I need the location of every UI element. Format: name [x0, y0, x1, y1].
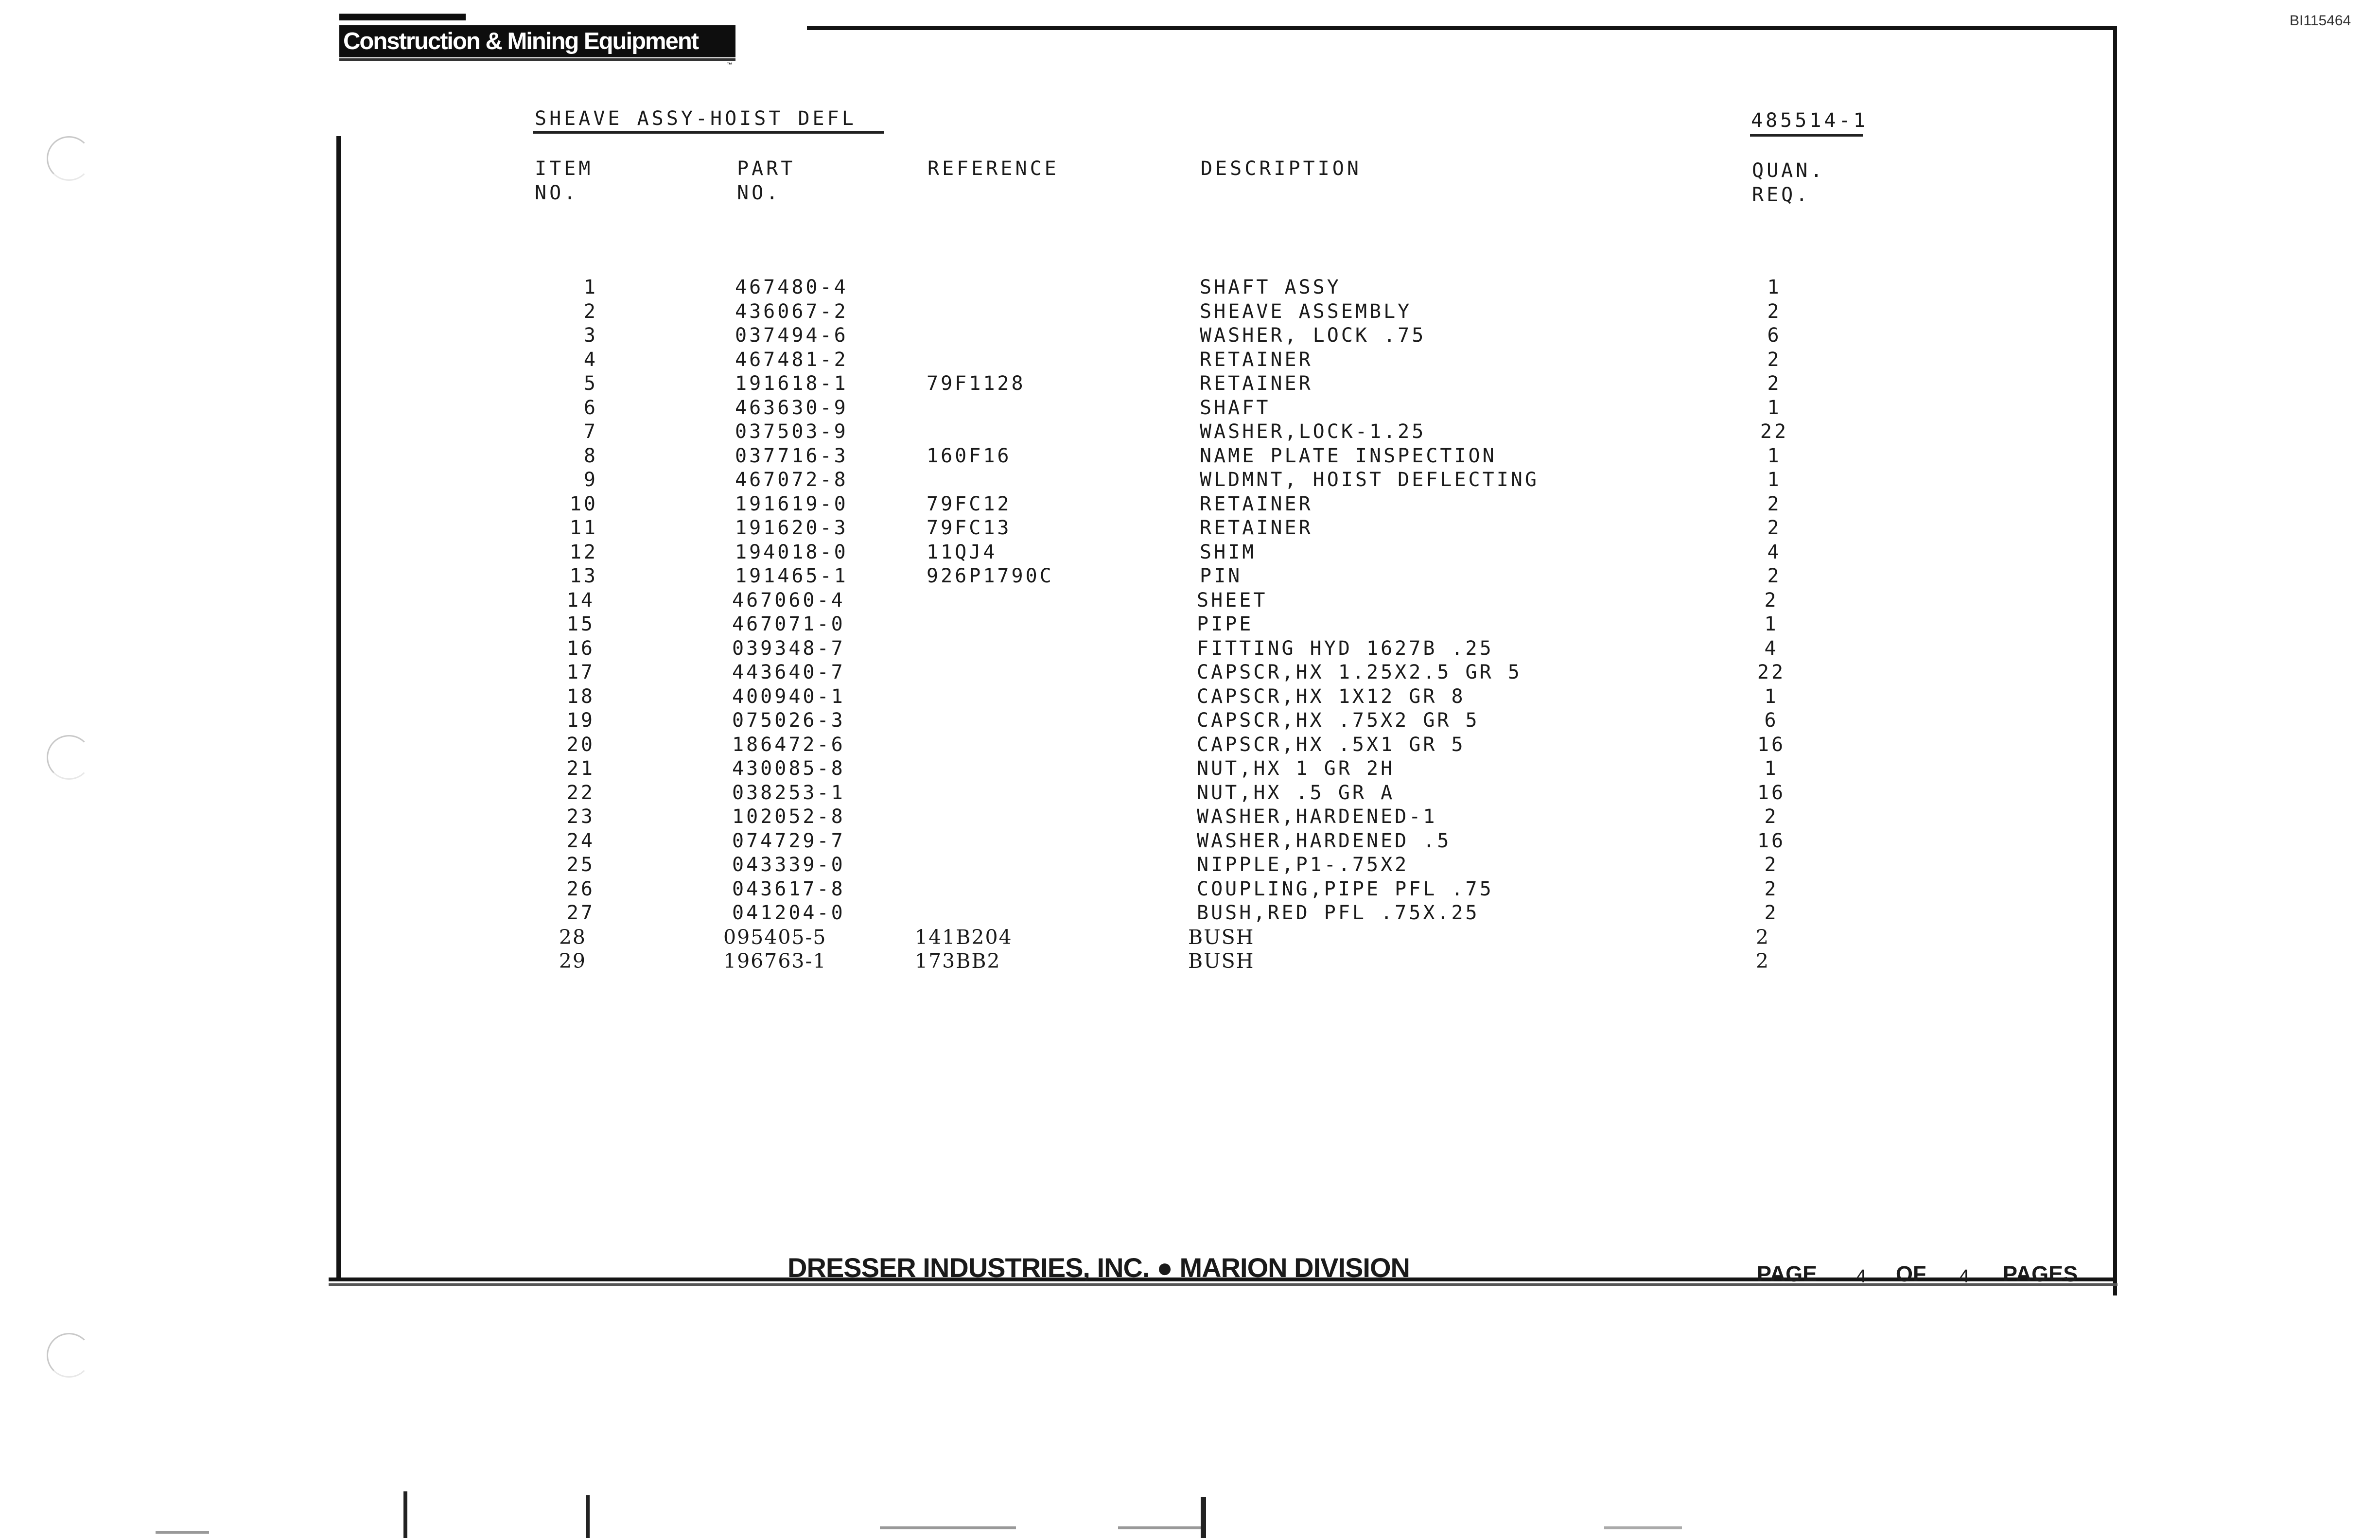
description-cell: SHAFT ASSY	[1200, 276, 1341, 298]
item-number-cell: 17	[566, 661, 595, 683]
quantity-cell: 22	[1760, 420, 1789, 443]
quantity-cell: 16	[1757, 733, 1786, 756]
item-number-cell: 4	[583, 348, 598, 371]
item-number-cell: 13	[569, 565, 598, 587]
part-number-cell: 186472-6	[732, 733, 845, 756]
description-cell: WASHER,HARDENED-1	[1197, 805, 1437, 828]
quantity-cell: 22	[1757, 661, 1786, 683]
description-cell: WASHER,LOCK-1.25	[1200, 420, 1426, 443]
item-number-cell: 22	[566, 781, 595, 804]
table-row	[0, 684, 2377, 709]
item-number-cell: 1	[583, 276, 598, 298]
sheet-title: SHEAVE ASSY-HOIST DEFL	[535, 107, 857, 130]
item-number-cell: 16	[566, 637, 595, 660]
description-cell: BUSH,RED PFL .75X.25	[1197, 902, 1480, 924]
part-number-cell: 463630-9	[735, 396, 848, 419]
part-number-cell: 191618-1	[735, 372, 848, 395]
pages-label: PAGES	[2003, 1261, 2078, 1286]
part-number-cell: 191465-1	[735, 565, 848, 587]
item-number-cell: 10	[569, 492, 598, 515]
part-number-cell: 038253-1	[732, 781, 845, 804]
description-cell: SHIM	[1200, 541, 1257, 563]
part-number-underline	[1750, 134, 1863, 137]
table-row	[0, 733, 2377, 757]
item-number-cell: 9	[583, 469, 598, 491]
table-row	[0, 949, 2368, 973]
part-number-cell: 443640-7	[732, 661, 845, 683]
column-header-part: PART	[737, 158, 796, 180]
column-header-reference: REFERENCE	[928, 158, 1059, 180]
description-cell: NIPPLE,P1-.75X2	[1197, 854, 1409, 876]
frame-left-border	[336, 136, 341, 1281]
item-number-cell: 25	[566, 854, 595, 876]
item-number-cell: 24	[566, 829, 595, 852]
company-logo	[339, 25, 735, 57]
part-number-cell: 436067-2	[735, 300, 848, 323]
quantity-cell: 2	[1767, 372, 1782, 395]
item-number-cell: 14	[566, 589, 595, 612]
description-cell: NUT,HX 1 GR 2H	[1197, 757, 1395, 780]
description-cell: CAPSCR,HX 1.25X2.5 GR 5	[1197, 661, 1522, 683]
scan-mark	[1118, 1526, 1201, 1529]
table-row	[0, 371, 2380, 396]
reference-cell: 11QJ4	[927, 541, 998, 563]
description-cell: PIN	[1200, 565, 1242, 587]
part-number-cell: 467072-8	[735, 469, 848, 491]
part-number-cell: 400940-1	[732, 685, 845, 708]
scan-mark	[586, 1495, 590, 1538]
item-number-cell: 6	[583, 396, 598, 419]
part-number-cell: 194018-0	[735, 541, 848, 563]
description-cell: PIPE	[1197, 613, 1254, 635]
item-number-cell: 18	[566, 685, 595, 708]
quantity-cell: 2	[1764, 589, 1779, 612]
page-label: PAGE	[1757, 1261, 1818, 1286]
scan-mark	[880, 1526, 1016, 1529]
table-row	[0, 708, 2377, 733]
part-number-cell: 467480-4	[735, 276, 848, 298]
table-row	[0, 275, 2380, 299]
table-row	[0, 540, 2380, 564]
column-header-part-no: NO.	[737, 182, 781, 204]
item-number-cell: 27	[566, 902, 595, 924]
item-number-cell: 19	[566, 709, 595, 732]
quantity-cell: 2	[1767, 348, 1782, 371]
document-id: BI115464	[2290, 13, 2351, 29]
part-number-cell: 467481-2	[735, 348, 848, 371]
description-cell: NAME PLATE INSPECTION	[1200, 444, 1497, 467]
column-header-required: REQ.	[1752, 184, 1811, 206]
table-row	[0, 636, 2377, 661]
reference-cell: 173BB2	[915, 949, 1001, 973]
quantity-cell: 2	[1767, 300, 1782, 323]
quantity-cell: 2	[1767, 492, 1782, 515]
column-header-item-no: NO.	[535, 182, 579, 204]
scan-mark	[1604, 1526, 1682, 1529]
quantity-cell: 2	[1755, 949, 1770, 973]
quantity-cell: 1	[1767, 469, 1782, 491]
description-cell: SHAFT	[1200, 396, 1271, 419]
table-row	[0, 829, 2377, 853]
quantity-cell: 1	[1767, 444, 1782, 467]
table-row	[0, 925, 2368, 949]
total-pages-number: 4	[1959, 1266, 1970, 1287]
description-cell: FITTING HYD 1627B .25	[1197, 637, 1494, 660]
part-number-cell: 075026-3	[732, 709, 845, 732]
of-label: OF	[1896, 1261, 1926, 1286]
part-number-cell: 074729-7	[732, 829, 845, 852]
quantity-cell: 2	[1755, 925, 1770, 949]
part-number-cell: 039348-7	[732, 637, 845, 660]
table-row	[0, 492, 2380, 516]
footer-company-name: DRESSER INDUSTRIES, INC. ● MARION DIVISION	[788, 1252, 1410, 1283]
part-number-cell: 095405-5	[723, 925, 827, 949]
column-header-quantity: QUAN.	[1752, 159, 1825, 182]
quantity-cell: 1	[1767, 276, 1782, 298]
table-row	[0, 853, 2377, 877]
reference-cell: 79FC13	[927, 517, 1012, 539]
binder-hole-icon	[47, 136, 91, 181]
table-row	[0, 420, 2380, 444]
item-number-cell: 28	[559, 925, 586, 949]
current-page-number: 4	[1856, 1266, 1867, 1287]
part-number-cell: 043339-0	[732, 854, 845, 876]
description-cell: RETAINER	[1200, 517, 1313, 539]
item-number-cell: 7	[583, 420, 598, 443]
table-row	[0, 588, 2377, 612]
logo-underline	[339, 58, 735, 61]
part-number-cell: 102052-8	[732, 805, 845, 828]
reference-cell: 926P1790C	[927, 565, 1054, 587]
description-cell: NUT,HX .5 GR A	[1197, 781, 1395, 804]
table-row	[0, 444, 2380, 468]
part-number-cell: 043617-8	[732, 877, 845, 900]
description-cell: SHEET	[1197, 589, 1268, 612]
reference-cell: 160F16	[927, 444, 1012, 467]
part-number-cell: 467071-0	[732, 613, 845, 635]
item-number-cell: 5	[583, 372, 598, 395]
item-number-cell: 15	[566, 613, 595, 635]
quantity-cell: 2	[1764, 877, 1779, 900]
quantity-cell: 2	[1764, 854, 1779, 876]
reference-cell: 79F1128	[927, 372, 1026, 395]
item-number-cell: 3	[583, 324, 598, 347]
part-number-cell: 467060-4	[732, 589, 845, 612]
column-header-description: DESCRIPTION	[1201, 158, 1362, 180]
item-number-cell: 23	[566, 805, 595, 828]
item-number-cell: 11	[569, 517, 598, 539]
table-row	[0, 781, 2377, 805]
quantity-cell: 1	[1764, 757, 1779, 780]
reference-cell: 141B204	[915, 925, 1013, 949]
description-cell: CAPSCR,HX 1X12 GR 8	[1197, 685, 1466, 708]
table-row	[0, 756, 2377, 781]
item-number-cell: 29	[559, 949, 586, 973]
quantity-cell: 6	[1764, 709, 1779, 732]
description-cell: RETAINER	[1200, 372, 1313, 395]
quantity-cell: 16	[1757, 829, 1786, 852]
assembly-part-number: 485514-1	[1751, 109, 1868, 132]
part-number-cell: 037494-6	[735, 324, 848, 347]
description-cell: CAPSCR,HX .75X2 GR 5	[1197, 709, 1480, 732]
table-row	[0, 660, 2377, 684]
part-number-cell: 041204-0	[732, 902, 845, 924]
table-row	[0, 805, 2377, 829]
part-number-cell: 430085-8	[732, 757, 845, 780]
scan-mark	[1201, 1497, 1206, 1538]
binder-hole-icon	[47, 735, 91, 780]
description-cell: BUSH	[1188, 925, 1255, 949]
reference-cell: 79FC12	[927, 492, 1012, 515]
scan-mark	[156, 1531, 209, 1534]
table-row	[0, 348, 2380, 372]
description-cell: RETAINER	[1200, 492, 1313, 515]
table-row	[0, 877, 2377, 901]
table-row	[0, 612, 2377, 636]
part-number-cell: 037716-3	[735, 444, 848, 467]
quantity-cell: 4	[1764, 637, 1779, 660]
quantity-cell: 1	[1764, 613, 1779, 635]
table-row	[0, 564, 2380, 588]
quantity-cell: 2	[1764, 902, 1779, 924]
logo-text: Construction & Mining Equipment	[343, 28, 699, 54]
quantity-cell: 16	[1757, 781, 1786, 804]
column-header-item: ITEM	[535, 158, 594, 180]
part-number-cell: 037503-9	[735, 420, 848, 443]
frame-right-border	[2113, 30, 2117, 1295]
item-number-cell: 8	[583, 444, 598, 467]
item-number-cell: 12	[569, 541, 598, 563]
item-number-cell: 20	[566, 733, 595, 756]
description-cell: WASHER,HARDENED .5	[1197, 829, 1452, 852]
frame-top-border	[807, 26, 2117, 30]
quantity-cell: 1	[1767, 396, 1782, 419]
table-row	[0, 901, 2377, 925]
part-number-cell: 191619-0	[735, 492, 848, 515]
description-cell: RETAINER	[1200, 348, 1313, 371]
table-row	[0, 468, 2380, 492]
scan-mark	[403, 1491, 407, 1538]
description-cell: WLDMNT, HOIST DEFLECTING	[1200, 469, 1539, 491]
table-row	[0, 516, 2380, 540]
description-cell: SHEAVE ASSEMBLY	[1200, 300, 1412, 323]
table-row	[0, 396, 2380, 420]
part-number-cell: 196763-1	[723, 949, 827, 973]
item-number-cell: 26	[566, 877, 595, 900]
description-cell: WASHER, LOCK .75	[1200, 324, 1426, 347]
description-cell: BUSH	[1188, 949, 1255, 973]
quantity-cell: 2	[1767, 565, 1782, 587]
table-row	[0, 299, 2380, 324]
quantity-cell: 4	[1767, 541, 1782, 563]
sheet-title-underline	[533, 131, 884, 134]
quantity-cell: 6	[1767, 324, 1782, 347]
part-number-cell: 191620-3	[735, 517, 848, 539]
frame-bottom-border-shadow	[329, 1283, 2118, 1286]
table-row	[0, 323, 2380, 348]
quantity-cell: 2	[1767, 517, 1782, 539]
description-cell: CAPSCR,HX .5X1 GR 5	[1197, 733, 1466, 756]
binder-hole-icon	[47, 1333, 91, 1378]
quantity-cell: 1	[1764, 685, 1779, 708]
description-cell: COUPLING,PIPE PFL .75	[1197, 877, 1494, 900]
item-number-cell: 21	[566, 757, 595, 780]
logo-top-fragment	[339, 14, 466, 20]
quantity-cell: 2	[1764, 805, 1779, 828]
item-number-cell: 2	[583, 300, 598, 323]
trademark-mark: ™	[727, 61, 733, 68]
